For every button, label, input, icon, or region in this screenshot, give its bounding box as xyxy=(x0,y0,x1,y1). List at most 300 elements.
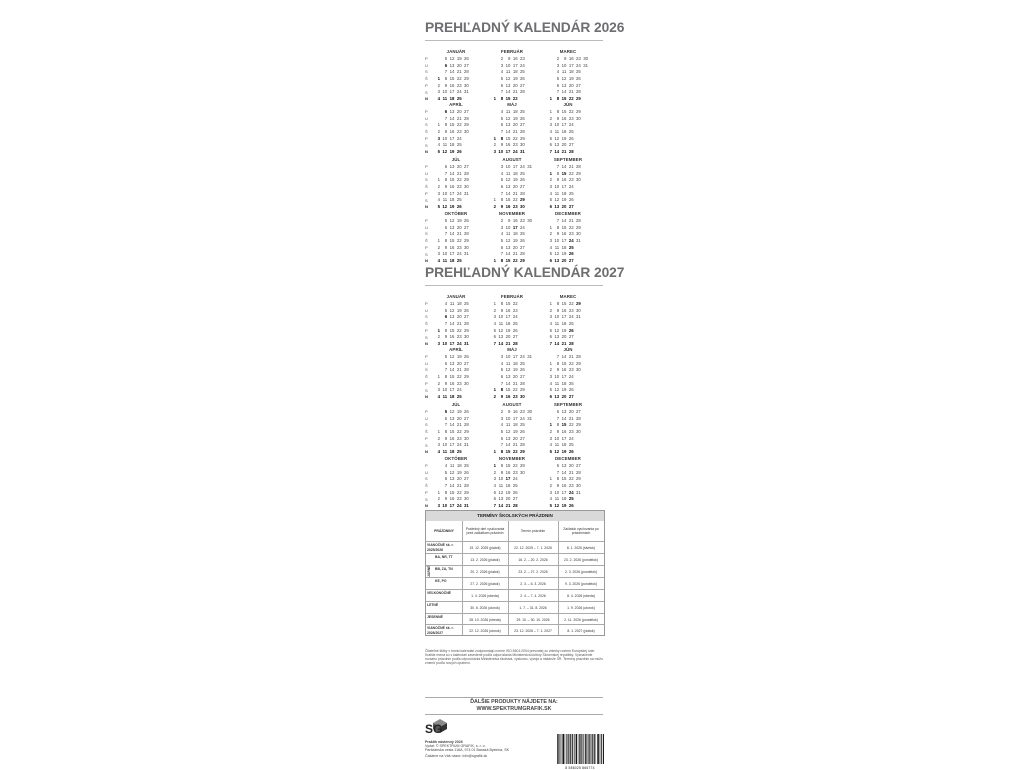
table-cell-last: 28. 10. 2026 (streda) xyxy=(462,614,508,626)
day-cell: 9 xyxy=(440,381,447,388)
day-cell: 3 xyxy=(433,89,440,96)
day-cell: 10 xyxy=(440,442,447,449)
day-cell: 22 xyxy=(455,177,462,184)
header-start: Začiatok vyučovania po prázdninách xyxy=(558,521,604,541)
day-cell: 23 xyxy=(511,204,518,211)
day-cell: 1 xyxy=(433,429,440,436)
day-cell: 20 xyxy=(559,204,566,211)
month-name: DECEMBER xyxy=(546,211,590,216)
barcode-bar xyxy=(568,734,569,764)
day-cell: 31 xyxy=(462,341,469,348)
day-cell: 27 xyxy=(462,225,469,232)
day-cell: 27 xyxy=(462,63,469,70)
week-row xyxy=(434,238,478,245)
weekday-label: P xyxy=(425,245,431,252)
week-row xyxy=(490,76,534,83)
day-cell: 1 xyxy=(489,96,496,103)
day-cell: 3 xyxy=(433,503,440,510)
month-name: FEBRUÁR xyxy=(490,49,534,54)
day-cell: 4 xyxy=(496,361,503,368)
day-cell: 23 xyxy=(567,177,574,184)
table-cell-term: 22. 12. 2025 – 7. 1. 2026 xyxy=(508,542,558,554)
day-cell: 21 xyxy=(567,470,574,477)
day-cell: 13 xyxy=(559,83,566,90)
day-cell: 15 xyxy=(447,76,454,83)
day-cell: 28 xyxy=(462,231,469,238)
day-cell: 29 xyxy=(574,476,581,483)
day-cell: 18 xyxy=(447,96,454,103)
month-name: SEPTEMBER xyxy=(546,402,590,407)
day-cell: 11 xyxy=(440,197,447,204)
day-cell: 28 xyxy=(518,442,525,449)
day-cell: 21 xyxy=(511,442,518,449)
day-cell: 10 xyxy=(503,225,510,232)
day-cell: 26 xyxy=(518,116,525,123)
day-cell: 30 xyxy=(462,496,469,503)
spring-side-label: JARNÉ xyxy=(427,553,433,589)
weekday-label: Š xyxy=(425,374,431,381)
day-cell: 20 xyxy=(455,361,462,368)
day-cell: 8 xyxy=(440,177,447,184)
month-name: JÚN xyxy=(546,102,590,107)
month-name: MAREC xyxy=(546,294,590,299)
day-cell: 16 xyxy=(503,394,510,401)
day-cell: 28 xyxy=(462,321,469,328)
weekday-label: P xyxy=(425,218,431,225)
day-cell: 17 xyxy=(511,164,518,171)
week-row xyxy=(490,231,534,238)
day-cell: 31 xyxy=(581,63,588,70)
day-cell: 16 xyxy=(559,177,566,184)
day-cell: 19 xyxy=(455,470,462,477)
day-cell: 30 xyxy=(581,56,588,63)
week-row xyxy=(490,69,534,76)
table-cell-name: JESENNÉ xyxy=(426,614,463,626)
day-cell: 16 xyxy=(447,184,454,191)
week-row xyxy=(434,334,478,341)
day-cell: 6 xyxy=(496,184,503,191)
week-row xyxy=(546,63,590,70)
month-grid xyxy=(434,409,478,456)
week-row xyxy=(490,470,534,477)
table-cell-term: 29. 10. – 30. 10. 2026 xyxy=(508,614,558,626)
table-cell-start: 2. 11. 2026 (pondelok) xyxy=(558,614,604,626)
day-cell: 24 xyxy=(567,374,574,381)
day-cell: 15 xyxy=(503,387,510,394)
day-cell: 4 xyxy=(496,231,503,238)
month-name: MÁJ xyxy=(490,102,534,107)
day-cell: 11 xyxy=(552,191,559,198)
day-cell: 2 xyxy=(489,394,496,401)
day-cell: 6 xyxy=(545,204,552,211)
day-cell: 5 xyxy=(496,116,503,123)
weekday-label: U xyxy=(425,116,431,123)
day-cell: 28 xyxy=(462,422,469,429)
day-cell: 2 xyxy=(433,245,440,252)
day-cell: 7 xyxy=(552,470,559,477)
weekday-label: P xyxy=(425,436,431,443)
weekday-label: S xyxy=(425,335,431,342)
day-cell: 6 xyxy=(552,409,559,416)
day-cell: 12 xyxy=(552,387,559,394)
day-cell: 7 xyxy=(489,503,496,510)
day-cell: 11 xyxy=(559,69,566,76)
day-cell: 29 xyxy=(574,96,581,103)
day-cell: 22 xyxy=(511,387,518,394)
day-cell: 29 xyxy=(574,422,581,429)
day-cell: 16 xyxy=(559,367,566,374)
month-grid xyxy=(490,354,534,401)
day-cell: 23 xyxy=(518,409,525,416)
week-row xyxy=(434,225,478,232)
day-cell: 9 xyxy=(503,56,510,63)
week-row xyxy=(546,394,590,401)
week-row xyxy=(546,164,590,171)
day-cell: 12 xyxy=(552,449,559,456)
day-cell: 29 xyxy=(574,361,581,368)
day-cell: 3 xyxy=(433,387,440,394)
day-cell: 15 xyxy=(559,96,566,103)
day-cell: 3 xyxy=(545,314,552,321)
day-cell: 4 xyxy=(489,321,496,328)
month-name: NOVEMBER xyxy=(490,456,534,461)
day-cell: 14 xyxy=(447,321,454,328)
column-divider xyxy=(558,521,559,635)
day-cell: 5 xyxy=(440,470,447,477)
day-cell: 10 xyxy=(496,314,503,321)
month-grid xyxy=(490,409,534,456)
week-row xyxy=(490,184,534,191)
week-row xyxy=(546,416,590,423)
month-name: JÚL xyxy=(434,157,478,162)
day-cell: 26 xyxy=(462,409,469,416)
day-cell: 15 xyxy=(559,109,566,116)
day-cell: 22 xyxy=(455,429,462,436)
week-row xyxy=(490,177,534,184)
day-cell: 5 xyxy=(545,449,552,456)
day-cell: 18 xyxy=(559,321,566,328)
month-grid xyxy=(546,218,590,265)
day-cell: 12 xyxy=(440,149,447,156)
day-cell: 2 xyxy=(545,483,552,490)
day-cell: 21 xyxy=(511,251,518,258)
day-cell: 26 xyxy=(518,76,525,83)
day-cell: 19 xyxy=(455,409,462,416)
weekday-label: S xyxy=(425,90,431,97)
week-row xyxy=(434,436,478,443)
day-cell: 19 xyxy=(447,149,454,156)
day-cell: 10 xyxy=(496,149,503,156)
day-cell: 18 xyxy=(559,381,566,388)
day-cell: 31 xyxy=(462,251,469,258)
day-cell: 7 xyxy=(440,422,447,429)
barcode-bar xyxy=(570,734,571,764)
day-cell: 8 xyxy=(552,109,559,116)
week-row xyxy=(490,442,534,449)
day-cell: 2 xyxy=(545,429,552,436)
weekday-label: N xyxy=(425,449,431,456)
day-cell: 21 xyxy=(455,116,462,123)
week-row xyxy=(434,231,478,238)
day-cell: 2 xyxy=(433,381,440,388)
barcode-bar xyxy=(576,734,577,764)
day-cell: 1 xyxy=(545,109,552,116)
day-cell: 17 xyxy=(559,184,566,191)
day-cell: 31 xyxy=(525,354,532,361)
weekday-label: N xyxy=(425,258,431,265)
day-cell: 15 xyxy=(559,225,566,232)
week-row xyxy=(490,301,534,308)
day-cell: 21 xyxy=(503,503,510,510)
week-row xyxy=(490,449,534,456)
day-cell: 4 xyxy=(545,381,552,388)
table-cell-start: 8. 1. 2027 (piatok) xyxy=(558,625,604,637)
day-cell: 15 xyxy=(447,374,454,381)
table-cell-start: 9. 3. 2026 (pondelok) xyxy=(558,578,604,590)
day-cell: 16 xyxy=(559,116,566,123)
week-row xyxy=(546,490,590,497)
day-cell: 15 xyxy=(503,258,510,265)
day-cell: 10 xyxy=(552,314,559,321)
week-row xyxy=(546,381,590,388)
table-cell-term: 1. 7. – 31. 8. 2026 xyxy=(508,602,558,614)
weekday-label: S xyxy=(425,314,431,321)
month-grid xyxy=(546,409,590,456)
week-row xyxy=(490,416,534,423)
week-row xyxy=(490,204,534,211)
more-products-label: ĎALŠIE PRODUKTY NÁJDETE NA: xyxy=(425,699,603,706)
day-cell: 6 xyxy=(440,476,447,483)
table-cell-last: 1. 4. 2026 (streda) xyxy=(462,590,508,602)
day-cell: 21 xyxy=(511,381,518,388)
week-row xyxy=(434,463,478,470)
day-cell: 14 xyxy=(503,89,510,96)
day-cell: 19 xyxy=(455,56,462,63)
day-cell: 17 xyxy=(559,436,566,443)
day-cell: 30 xyxy=(462,381,469,388)
day-cell: 22 xyxy=(567,225,574,232)
day-cell: 19 xyxy=(503,328,510,335)
table-cell-start: 23. 2. 2026 (pondelok) xyxy=(558,554,604,566)
day-cell: 14 xyxy=(503,442,510,449)
day-cell: 4 xyxy=(489,483,496,490)
day-cell: 10 xyxy=(440,136,447,143)
day-cell: 20 xyxy=(455,314,462,321)
day-cell: 6 xyxy=(440,416,447,423)
day-cell: 4 xyxy=(552,69,559,76)
day-cell: 21 xyxy=(455,171,462,178)
barcode-bar xyxy=(579,734,580,764)
day-cell: 13 xyxy=(447,164,454,171)
day-cell: 1 xyxy=(433,374,440,381)
day-cell: 12 xyxy=(496,328,503,335)
day-cell: 20 xyxy=(455,225,462,232)
day-cell: 4 xyxy=(545,496,552,503)
day-cell: 22 xyxy=(455,328,462,335)
weekday-label: S xyxy=(425,122,431,129)
month-grid xyxy=(490,463,534,510)
day-cell: 18 xyxy=(511,231,518,238)
week-row xyxy=(546,171,590,178)
day-cell: 15 xyxy=(447,429,454,436)
day-cell: 7 xyxy=(440,367,447,374)
week-row xyxy=(434,476,478,483)
week-row xyxy=(546,387,590,394)
day-cell: 7 xyxy=(552,218,559,225)
weekday-label: P xyxy=(425,381,431,388)
day-cell: 13 xyxy=(503,83,510,90)
day-cell: 21 xyxy=(511,89,518,96)
day-cell: 20 xyxy=(455,63,462,70)
day-cell: 19 xyxy=(559,503,566,510)
day-cell: 12 xyxy=(552,136,559,143)
day-cell: 30 xyxy=(574,116,581,123)
week-row xyxy=(434,496,478,503)
day-cell: 5 xyxy=(545,251,552,258)
day-cell: 19 xyxy=(455,308,462,315)
month-name: JANUÁR xyxy=(434,49,478,54)
day-cell: 25 xyxy=(567,245,574,252)
day-cell: 9 xyxy=(496,308,503,315)
day-cell: 8 xyxy=(552,361,559,368)
week-row xyxy=(490,225,534,232)
day-cell: 23 xyxy=(567,308,574,315)
month-grid xyxy=(434,463,478,510)
day-cell: 10 xyxy=(440,387,447,394)
day-cell: 7 xyxy=(440,321,447,328)
day-cell: 15 xyxy=(447,238,454,245)
day-cell: 13 xyxy=(503,245,510,252)
day-cell: 16 xyxy=(503,142,510,149)
day-cell: 22 xyxy=(511,136,518,143)
week-row xyxy=(546,496,590,503)
month-grid xyxy=(490,56,534,103)
day-cell: 16 xyxy=(511,218,518,225)
week-row xyxy=(434,449,478,456)
day-cell: 22 xyxy=(455,122,462,129)
day-cell: 5 xyxy=(440,218,447,225)
day-cell: 8 xyxy=(552,301,559,308)
day-cell: 18 xyxy=(511,109,518,116)
weekday-label: P xyxy=(425,109,431,116)
day-cell: 10 xyxy=(552,436,559,443)
day-cell: 3 xyxy=(545,238,552,245)
week-row xyxy=(490,483,534,490)
day-cell: 26 xyxy=(462,218,469,225)
day-cell: 2 xyxy=(489,204,496,211)
day-cell: 12 xyxy=(559,76,566,83)
website-link[interactable]: WWW.SPEKTRUMGRAFIK.SK xyxy=(425,706,603,713)
title-underline xyxy=(425,40,603,41)
day-cell: 10 xyxy=(552,122,559,129)
day-cell: 7 xyxy=(496,191,503,198)
week-row xyxy=(434,361,478,368)
day-cell: 24 xyxy=(567,122,574,129)
day-cell: 5 xyxy=(496,238,503,245)
day-cell: 29 xyxy=(462,328,469,335)
weekday-label: P xyxy=(425,136,431,143)
day-cell: 18 xyxy=(447,142,454,149)
day-cell: 7 xyxy=(440,171,447,178)
day-cell: 31 xyxy=(462,442,469,449)
day-cell: 2 xyxy=(433,83,440,90)
week-row xyxy=(546,422,590,429)
day-cell: 20 xyxy=(511,184,518,191)
barcode-digits: 8 586025 866774 xyxy=(556,766,604,770)
day-cell: 18 xyxy=(447,197,454,204)
weekday-label: P xyxy=(425,354,431,361)
week-row xyxy=(490,83,534,90)
week-row xyxy=(546,429,590,436)
day-cell: 17 xyxy=(503,314,510,321)
day-cell: 19 xyxy=(511,76,518,83)
day-cell: 24 xyxy=(518,63,525,70)
day-cell: 23 xyxy=(455,381,462,388)
day-cell: 26 xyxy=(518,238,525,245)
day-cell: 25 xyxy=(567,321,574,328)
day-cell: 22 xyxy=(567,476,574,483)
day-cell: 12 xyxy=(503,76,510,83)
day-cell: 20 xyxy=(559,394,566,401)
day-cell: 29 xyxy=(518,258,525,265)
day-cell: 12 xyxy=(447,409,454,416)
day-cell: 2 xyxy=(496,56,503,63)
day-cell: 17 xyxy=(559,314,566,321)
day-cell: 25 xyxy=(518,109,525,116)
day-cell: 2 xyxy=(489,142,496,149)
day-cell: 13 xyxy=(496,334,503,341)
week-row xyxy=(434,136,478,143)
day-cell: 11 xyxy=(552,496,559,503)
day-cell: 1 xyxy=(489,136,496,143)
weekday-label: U xyxy=(425,361,431,368)
day-cell: 14 xyxy=(559,470,566,477)
day-cell: 27 xyxy=(511,496,518,503)
day-cell: 17 xyxy=(447,251,454,258)
week-row xyxy=(434,367,478,374)
day-cell: 6 xyxy=(552,83,559,90)
disclaimer-text: Čitateľné štítky v tomto kalendári zodpovedajú norme ISO 8601:2004 prevzatej zo zbierky noriem Európskej únie. Kratšie mená sú v kalendári zavedené podľa odporúčania Ministerstva kultúry Slovenskej republiky. Vyznačenie rozsahu prázdnin podľa odporúčania Ministerstva školstva, výskumu, vývoja a mládeže SR. Termíny prázdnin sa môžu zmeniť podľa nových opatrení. xyxy=(425,649,603,665)
day-cell: 2 xyxy=(489,308,496,315)
month-name: AUGUST xyxy=(490,157,534,162)
week-row xyxy=(490,89,534,96)
day-cell: 18 xyxy=(447,449,454,456)
day-cell: 22 xyxy=(455,490,462,497)
day-cell: 13 xyxy=(447,314,454,321)
day-cell: 19 xyxy=(511,177,518,184)
month-name: DECEMBER xyxy=(546,456,590,461)
week-row xyxy=(546,374,590,381)
weekday-label: Š xyxy=(425,76,431,83)
day-cell: 1 xyxy=(545,96,552,103)
day-cell: 27 xyxy=(462,314,469,321)
table-cell-last: 22. 12. 2026 (utorok) xyxy=(462,625,508,637)
day-cell: 2 xyxy=(433,436,440,443)
table-cell-term: 23. 12. 2026 – 7. 1. 2027 xyxy=(508,625,558,637)
table-title: TERMÍNY ŠKOLSKÝCH PRÁZDNIN xyxy=(426,511,604,521)
day-cell: 27 xyxy=(567,334,574,341)
week-row xyxy=(490,361,534,368)
day-cell: 28 xyxy=(574,89,581,96)
day-cell: 13 xyxy=(552,142,559,149)
week-row xyxy=(546,361,590,368)
day-cell: 5 xyxy=(545,328,552,335)
day-cell: 14 xyxy=(503,381,510,388)
week-row xyxy=(546,191,590,198)
week-row xyxy=(434,109,478,116)
day-cell: 6 xyxy=(496,374,503,381)
day-cell: 24 xyxy=(518,225,525,232)
